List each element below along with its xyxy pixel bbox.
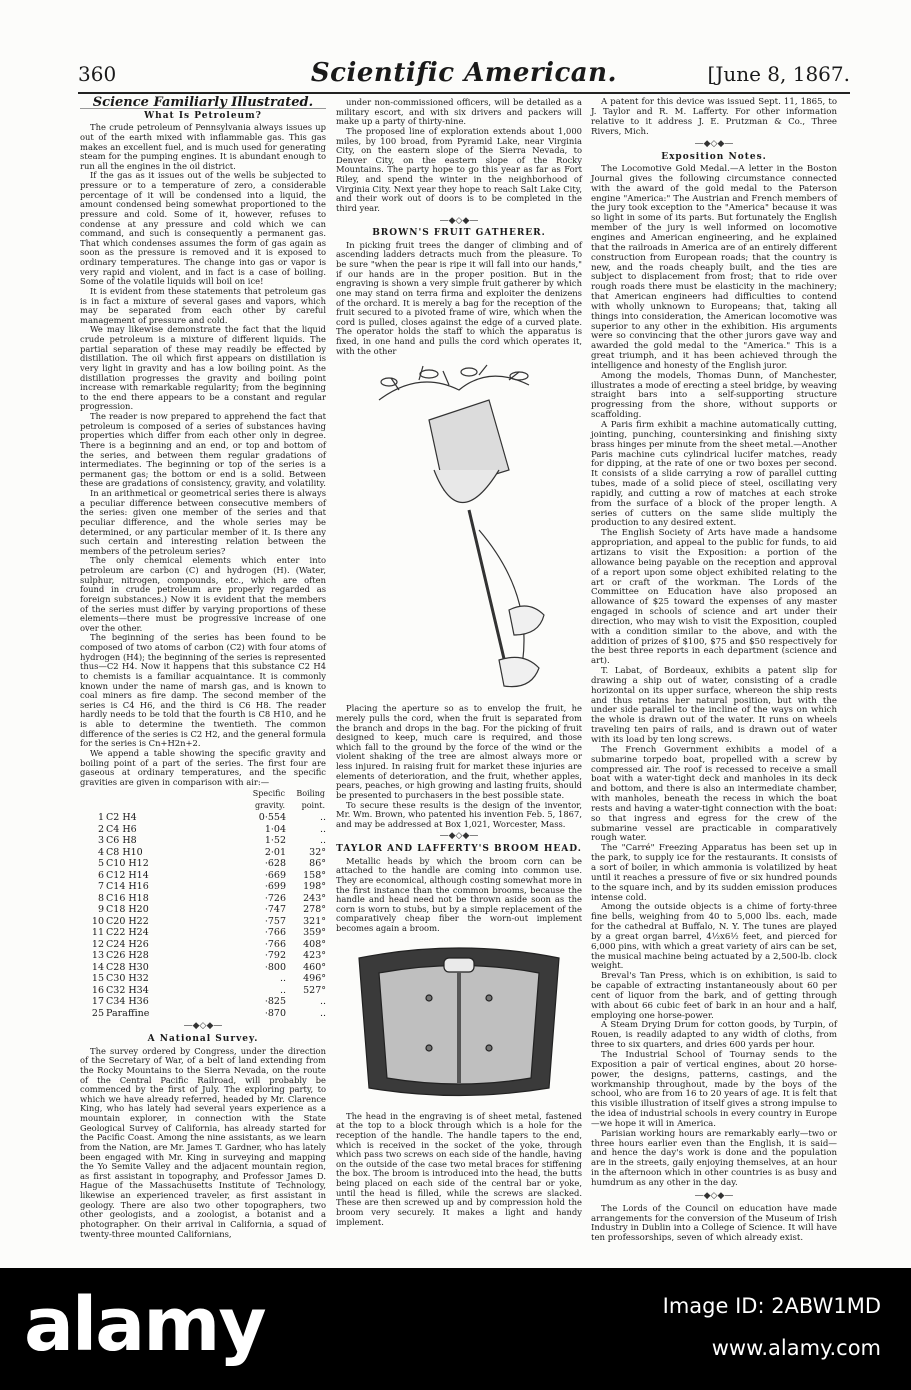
column-3 [591, 98, 837, 1244]
table-cell: 15 [91, 973, 104, 985]
table-cell: 12 [91, 938, 104, 950]
table-cell: 10 [91, 915, 104, 927]
article-title-fruit-gatherer: BROWN'S FRUIT GATHERER. [372, 228, 546, 239]
table-cell: Paraffine [106, 1007, 150, 1019]
paragraph: The Lords of the Council on education have made arrangements for the conversion of the Museum of Irish Industry in Dublin into a College of Science. It will have ten professorships, seven of which already exist. [591, 1203, 837, 1244]
table-cell: 11 [91, 927, 104, 939]
petroleum-series-table [80, 787, 326, 1019]
table-cell: ·726 [264, 892, 286, 904]
paragraph: The proposed line of exploration extends about 1,000 miles, by 100 broad, from Pyramid Lake, near Virginia City, on the eastern slope of the Sierra Nevada, to Denver City, on the eastern slope of the Rocky Mountains. The party hope to go this year as far as Fort Riley, and spend the winter in the neighborhood of Virginia City. Next year they hope to reach Salt Lake City, and their work out of doors is to be completed in the third year. [336, 125, 582, 213]
table-cell: 32° [309, 846, 326, 858]
table-cell: .. [319, 996, 326, 1008]
article-title-broom-head: TAYLOR AND LAFFERTY'S BROOM HEAD. [336, 844, 582, 854]
page-number: 360 [78, 62, 117, 86]
masthead: Scientific American. [310, 58, 618, 88]
table-row [80, 847, 326, 859]
table-row [80, 1008, 326, 1020]
image-id: Image ID: 2ABW1MD [662, 1294, 881, 1318]
divider-ornament: —◆◇◆— [183, 1021, 223, 1032]
table-cell: 527° [303, 984, 326, 996]
table-row [80, 973, 326, 985]
fruit-gatherer-engraving [359, 360, 559, 700]
column-1 [80, 95, 326, 1239]
page-header [78, 58, 850, 92]
table-cell: C24 H26 [106, 938, 149, 950]
table-cell: 1·04 [264, 823, 286, 835]
table-cell: C18 H20 [106, 904, 149, 916]
table-cell: 25 [91, 1007, 104, 1019]
table-cell: C20 H22 [106, 915, 149, 927]
table-row [80, 858, 326, 870]
table-row [80, 985, 326, 997]
table-cell: 4 [97, 846, 104, 858]
paragraph: The French Government exhibits a model of a submarine torpedo boat, propelled with a screw by compressed air. The roof is recessed to receive a small boat with a water-tight deck and manholes in its deck and bottom, and there is also an intermediate chamber, with manholes, beneath the recess in which the boat rests and having a water-tight connection with the boat: so that ingress and egress for the crew of the submarine vessel are practicable in comparatively rough water. [591, 744, 837, 844]
paragraph: The head in the engraving is of sheet metal, fastened at the top to a block through which is a hole for the reception of the handle. The handle tapers to the end, which is received in the socket of the yoke, through which pass two screws on each side of the handle, having on the outside of the case two metal braces for stiffening the box. The broom is introduced into the head, the butts being placed on each side of the central bar or yoke, until the head is filled, while the screws are slacked. These are then screwed up and by compression hold the broom very securely. It makes a light and handy implement. [336, 1110, 582, 1227]
header-rule [78, 92, 850, 94]
table-cell: ·669 [264, 869, 286, 881]
table-cell: ·766 [264, 938, 286, 950]
divider-ornament: —◆◇◆— [439, 215, 479, 226]
divider-ornament: —◆◇◆— [694, 139, 734, 150]
table-cell: .. [279, 984, 286, 996]
divider-ornament: —◆◇◆— [439, 831, 479, 842]
table-cell: C32 H34 [106, 984, 149, 996]
table-cell: .. [279, 973, 286, 985]
table-row [80, 950, 326, 962]
table-row [80, 835, 326, 847]
table-cell: ·800 [264, 961, 286, 973]
paragraph: Placing the aperture so as to envelop the fruit, he merely pulls the cord, when the fruit is separated from the branch and drops in the bag. For the picking of fruit designed to keep, much care is required, and those which fall to the ground by the force of the wind or the violent shaking of the tree are almost always more or less injured. In raising fruit for market these injuries are elements of deterioration, and the fruit, whether apples, pears, peaches, or high growing and lasting fruits, should be presented to purchasers in the best possible state. [336, 703, 582, 800]
table-cell: 460° [303, 961, 326, 973]
table-cell: C12 H14 [106, 869, 149, 881]
issue-date: [June 8, 1867. [707, 62, 850, 86]
table-row [80, 916, 326, 928]
table-cell: 16 [91, 984, 104, 996]
table-cell: 408° [303, 938, 326, 950]
broom-head-engraving [349, 938, 569, 1108]
table-row [80, 927, 326, 939]
divider-ornament: —◆◇◆— [694, 1190, 734, 1201]
paragraph: It is evident from these statements that petroleum gas is in fact a mixture of several gases and vapors, which may be separated from each other by careful management of pressure and cold. [80, 285, 326, 325]
table-cell: .. [319, 823, 326, 835]
table-cell: 2·01 [264, 846, 286, 858]
paragraph: The Locomotive Gold Medal.—A letter in the Boston Journal gives the following circumstance connected with the award of the gold medal to the Paterson engine "America:" The Austrian and French members of the jury took exception to the "America" because it was so light in some of its parts. But fortunately the English member of the jury is well informed on locomotive engines and American engineering, and he explained that the railroads in America are of an entirely different construction from European roads; that the country is new, and the roads cheaply built, and the ties are subject to displacement from frost; that to ride over rough roads there must be elasticity in the machinery; that American engineers had difficulties to contend with wholly unknown to Europeans; that, taking all things into consideration, the American locomotive was superior to any other in the exhibition. His arguments were so convincing that the other jurors gave way and awarded the gold medal to the "America." This is a great triumph, and it has been achieved through the intelligence and honesty of the English juror. [591, 164, 837, 371]
alamy-logo: alamy [24, 1282, 265, 1368]
table-cell: 14 [91, 961, 104, 973]
table-row [80, 962, 326, 974]
table-row [80, 824, 326, 836]
table-cell: 423° [303, 950, 326, 962]
table-cell: ·825 [264, 996, 286, 1008]
table-cell: 13 [91, 950, 104, 962]
paragraph: A Paris firm exhibit a machine automatically cutting, jointing, punching, countersinking and finishing sixty brass hinges per minute from the sheet metal.—Another Paris machine cuts cylindrical lucifer matches, ready for dipping, at the rate of one or two boxes per second. It consists of a slide carrying a row of parallel cutting tubes, made of a solid piece of steel, oscillating very rapidly, and cutting a row of matches at each stroke from the surface of a block of the proper length. A series of cutters on the same slide multiply the production to any desired extent. [591, 420, 837, 529]
table-cell: 3 [97, 835, 104, 847]
paragraph: The survey ordered by Congress, under the direction of the Secretary of War, of a belt of land extending from the Rocky Mountains to the Sierra Nevada, on the route of the Central Pacific Railroad, will probably be commenced by the first of July. The exploring party, to which we have already referred, headed by Mr. Clarence King, who has lately had several years experience as a mountain explorer, in connection with the State Geological Survey of California, has already started for the Pacific Coast. Among the nine assistants, as we learn from the Nation, are Mr. James T. Gardner, who has lately been engaged with Mr. King in surveying and mapping the Yo Semite Valley and the adjacent mountain region, as first assistant in topography, and Professor James D. Hague of the Massachusetts Institute of Technology, likewise an experienced traveler, as first assistant in geology. There are also two other topographers, two other geologists, and a zoologist, a botanist and a photographer. On their arrival in California, a squad of twenty-three mounted Californians, [80, 1045, 326, 1239]
table-cell: C34 H36 [106, 996, 149, 1008]
table-cell: ·699 [264, 881, 286, 893]
paragraph: under non-commissioned officers, will be detailed as a military escort, and with six drivers and packers will make up a party of thirty-nine. [336, 97, 582, 127]
paragraph: Parisian working hours are remarkably early—two or three hours earlier even than the English, it is said—and hence the day's work is done and the population are in the streets, gaily enjoying themselves, at an hour in the afternoon which in other countries is as busy and humdrum as any other in the day. [591, 1128, 837, 1188]
paragraph: The reader is now prepared to apprehend the fact that petroleum is composed of a series of substances having properties which differ from each other only in degree. There is a beginning and an end, or top and bottom of the series, and between them regular gradations of intermediates. The beginning or top of the series is a permanent gas; the bottom or end is a solid. Between these are gradations of consistency, gravity, and volatility. [80, 411, 326, 489]
table-cell: 86° [309, 858, 326, 870]
paragraph: T. Labat, of Bordeaux, exhibits a patent slip for drawing a ship out of water, consisting of a cradle horizontal on its upper surface, whereon the ship rests and thus retains her natural position, but with the under side parallel to the incline of the ways on which the whole is drawn out of the water. It runs on wheels traveling ten pairs of rails, and is drawn out of water with its load by ten long screws. [591, 666, 837, 745]
table-header-boiling: Boiling point. [296, 789, 325, 810]
table-cell: C2 H4 [106, 812, 137, 824]
table-cell: .. [319, 1007, 326, 1019]
table-row [80, 939, 326, 951]
site-url: www.alamy.com [711, 1336, 881, 1360]
column-2 [336, 98, 582, 1227]
paragraph: In picking fruit trees the danger of climbing and of ascending ladders detracts much from the pleasure. To be sure "when the pear is ripe it will fall into our hands," if our hands are in the proper position. But in the engraving is shown a very simple fruit gatherer by which one may stand on terra firma and exploiter the denizens of the orchard. It is merely a bag for the reception of the fruit secured to a pivoted frame of wire, which when the cord is pulled, closes against the edge of a curved plate. The operator holds the staff to which the apparatus is fixed, in one hand and pulls the cord which operates it, with the other [336, 239, 582, 356]
table-cell: 9 [97, 904, 104, 916]
paragraph: Among the outside objects is a chime of forty-three fine bells, weighing from 40 to 5,000 lbs. each, made for the cathedral at Buffalo, N. Y. The tunes are played by a great organ barrel, 4½x6½ feet, and pierced for 6,000 pins, with which a great variety of airs can be set, the musical machine being actuated by a 2,500-lb. clock weight. [591, 902, 837, 972]
table-cell: C14 H16 [106, 881, 149, 893]
table-cell: 496° [303, 973, 326, 985]
paragraph: We append a table showing the specific gravity and boiling point of a part of the series. The first four are gaseous at ordinary temperatures, and the specific gravities are given in comparison with air:— [80, 747, 326, 787]
table-cell: 1 [97, 812, 104, 824]
table-cell: C28 H30 [106, 961, 149, 973]
article-title-exposition-notes: Exposition Notes. [661, 152, 767, 163]
paragraph: The crude petroleum of Pennsylvania always issues up out of the earth mixed with inflammable gas. This gas makes an excellent fuel, and is much used for generating steam for the pumping engines. It is abundant enough to run all the engines in the oil district. [80, 122, 326, 171]
table-cell: ·792 [264, 950, 286, 962]
table-header-gravity: Specific gravity. [252, 789, 285, 810]
table-row [80, 893, 326, 905]
article-title-petroleum: What Is Petroleum? [144, 110, 262, 121]
table-cell: 278° [303, 904, 326, 916]
paragraph: We may likewise demonstrate the fact that the liquid crude petroleum is a mixture of different liquids. The partial separation of these may readily be effected by distillation. The oil which first appears on distillation is very light in gravity and has a low boiling point. As the distillation progresses the gravity and boiling point increase with remarkable regularity; from the beginning to the end there appears to be a constant and regular progression. [80, 324, 326, 412]
table-cell: 17 [91, 996, 104, 1008]
paragraph: Among the models, Thomas Dunn, of Manchester, illustrates a mode of erecting a steel bridge, by weaving straight bars into a self-supporting structure progressing from the shore, without supports or scaffolding. [591, 370, 837, 421]
section-title: Science Familiarly Illustrated. [80, 98, 326, 109]
paragraph: The "Carré" Freezing Apparatus has been set up in the park, to supply ice for the restaurants. It consists of a sort of boiler, in which ammonia is volatilized by heat until it reaches a pressure of five or six hundred pounds to the square inch, and by its sudden emission produces intense cold. [591, 843, 837, 903]
table-row [80, 996, 326, 1008]
table-cell: 359° [303, 927, 326, 939]
paragraph: The English Society of Arts have made a handsome appropriation, and appeal to the public for funds, to aid artizans to visit the Exposition: a portion of the allowance being payable on the reception and approval of a report upon some object exhibited relating to the art or craft of the workman. The Lords of the Committee on Education have also proposed an allowance of $25 toward the expenses of any master engaged in schools of science and art under their direction, who may wish to visit the Exposition, coupled with a condition similar to the above, and with the addition of prizes of $100, $75 and $50 respectively for the best three reports in each department (science and art). [591, 528, 837, 667]
paragraph: If the gas as it issues out of the wells be subjected to pressure or to a temperature of zero, a considerable percentage of it will be condensed into a liquid, the amount condensed being somewhat proportioned to the pressure and cold. Some of it, however, refuses to condense at any pressure and cold which we can command, and such is consequently a permanent gas. That which condenses assumes the form of gas again as soon as the pressure is removed and it is exposed to ordinary temperatures. The change into gas or vapor is very rapid and violent, and in fact is a case of boiling. Some of the volatile liquids will boil on ice! [80, 170, 326, 287]
table-cell: C16 H18 [106, 892, 149, 904]
table-cell: 6 [97, 869, 104, 881]
table-row [80, 812, 326, 824]
table-cell: 321° [303, 915, 326, 927]
table-cell: C22 H24 [106, 927, 149, 939]
table-row [80, 881, 326, 893]
paragraph: A Steam Drying Drum for cotton goods, by Turpin, of Rouen, is readily adapted to any width of cloths, from three to six quarters, and dries 600 yards per hour. [591, 1020, 837, 1051]
paragraph: In an arithmetical or geometrical series there is always a peculiar difference between consecutive members of the series: given one member of the series and that peculiar difference, and the whole series may be determined, or any particular member of it. Is there any such certain and interesting relation between the members of the petroleum series? [80, 488, 326, 556]
paragraph: To secure these results is the design of the inventor, Mr. Wm. Brown, who patented his invention Feb. 5, 1867, and may be addressed at Box 1,021, Worcester, Mass. [336, 799, 582, 829]
table-cell: 7 [97, 881, 104, 893]
table-cell: C8 H10 [106, 846, 143, 858]
table-cell: 0·554 [258, 812, 286, 824]
table-cell: 198° [303, 881, 326, 893]
table-cell: 1·52 [264, 835, 286, 847]
table-cell: .. [319, 835, 326, 847]
table-cell: 158° [303, 869, 326, 881]
paragraph: The Industrial School of Tournay sends to the Exposition a pair of vertical engines, about 20 horse-power, the designs, patterns, castings, and the workmanship throughout, made by the boys of the school, who are from 16 to 20 years of age. It is felt that this visible illustration of itself gives a strong impulse to the idea of industrial schools in every country in Europe—we hope it will in America. [591, 1050, 838, 1129]
table-cell: 8 [97, 892, 104, 904]
paragraph: Breval's Tan Press, which is on exhibition, is said to be capable of extracting instantaneously about 60 per cent of liquor from the bark, and of getting through with about 66 cubic feet of bark in an hour and a half, employing one horse-power. [591, 971, 837, 1021]
table-cell: ·628 [264, 858, 286, 870]
paragraph: The beginning of the series has been found to be composed of two atoms of carbon (C2) with four atoms of hydrogen (H4); the beginning of the series is represented thus—C2 H4. Now it happens that this substance C2 H4 to chemists is a familiar acquaintance. It is commonly known under the name of marsh gas, and is known to coal miners as fire damp. The second member of the series is C4 H6, and the third is C6 H8. The reader hardly needs to be told that the fourth is C8 H10, and he is able to determine the twentieth. The common difference of the series is C2 H2, and the general formula for the series is Cn+H2n+2. [80, 632, 326, 749]
table-cell: C4 H6 [106, 823, 137, 835]
table-row [80, 904, 326, 916]
table-cell: 2 [97, 823, 104, 835]
paragraph: The only chemical elements which enter into petroleum are carbon (C) and hydrogen (H). (Water, sulphur, nitrogen, compounds, etc., which are often found in crude petroleum are properly regarded as foreign substances.) Now it is evident that the members of the series must differ by varying proportions of these elements—there must be progressive increase of one over the other. [80, 555, 326, 633]
paragraph: A patent for this device was issued Sept. 11, 1865, to J. Taylor and R. M. Lafferty. For other information relative to it address J. E. Prutzman & Co., Three Rivers, Mich. [591, 97, 837, 137]
table-cell: 5 [97, 858, 104, 870]
table-cell: C6 H8 [106, 835, 137, 847]
table-cell: .. [319, 812, 326, 824]
table-cell: 243° [303, 892, 326, 904]
table-cell: ·747 [264, 904, 286, 916]
table-cell: C26 H28 [106, 950, 149, 962]
table-cell: ·870 [264, 1007, 286, 1019]
table-cell: ·757 [264, 915, 286, 927]
table-row [80, 870, 326, 882]
paragraph: Metallic heads by which the broom corn can be attached to the handle are coming into common use. They are economical, although costing somewhat more in the first instance than the common brooms, because the handle and head need not be thrown aside soon as the corn is worn to stubs, but by a simple replacement of the comparatively cheap fiber the worn-out implement becomes again a broom. [336, 855, 582, 933]
table-cell: C30 H32 [106, 973, 149, 985]
table-cell: ·766 [264, 927, 286, 939]
article-title-survey: A National Survey. [147, 1034, 259, 1044]
table-cell: C10 H12 [106, 858, 149, 870]
